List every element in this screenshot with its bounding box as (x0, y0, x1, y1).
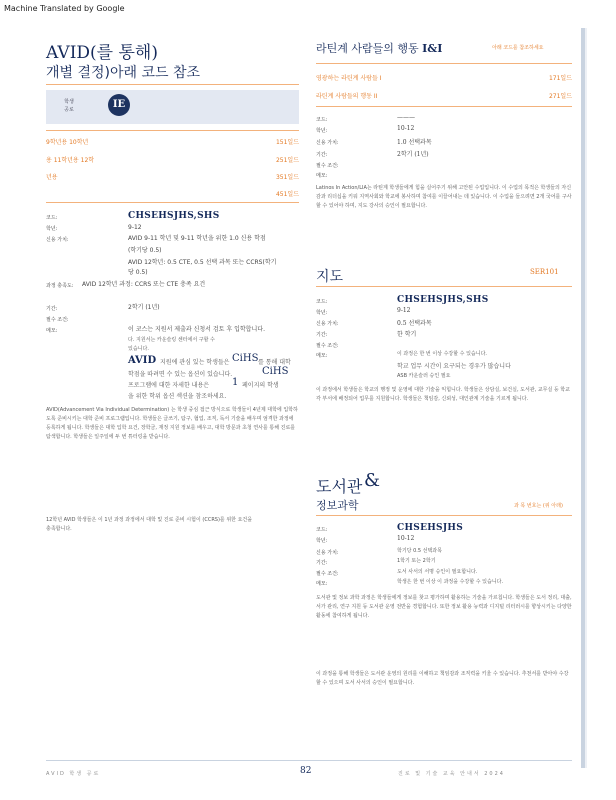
detail-fulfill: AVID 12학년 과정: CCRS 또는 CTE 충족 요건 (82, 281, 206, 288)
guidance-code: SER101 (530, 268, 559, 276)
guidance-key-memo: 메모: (316, 353, 328, 359)
guidance-key-prereq: 필수 조건: (316, 343, 339, 349)
memo-line-2: 있습니다. (128, 346, 149, 352)
library-grade: 10-12 (397, 535, 415, 542)
detail-credit-4: 당 0.5) (128, 269, 148, 276)
level-page-1: 151일드 (275, 139, 299, 146)
level-page-4: 451일드 (275, 191, 299, 198)
footer-right: 진로 및 기술 교육 안내서 2024 (398, 771, 505, 777)
footer-left: AVID 학생 공로 (46, 771, 101, 777)
level-page-3: 351일드 (275, 174, 299, 181)
lia-title-ko: 라틴계 사람들의 행동 (316, 42, 419, 55)
lia-key-prereq: 필수 조건: (316, 163, 339, 169)
library-key-code: 코드: (316, 527, 328, 533)
detail-key-grade: 학년: (46, 226, 58, 232)
cihs-inline-suffix: 를 통해 대학 (258, 359, 291, 366)
library-title-2: 정보과학 (316, 499, 359, 512)
guidance-memo: 이 과정은 한 번 이상 수강할 수 있습니다. (397, 351, 487, 357)
guidance-top-rule (316, 286, 572, 287)
detail-credit-1: AVID 9-11 학년 및 9-11 학년을 위한 1.0 신용 학점 (128, 235, 266, 242)
library-duration: 1학기 또는 2학기 (397, 558, 436, 564)
level-label-2: 용 11학년용 12학 (46, 157, 95, 164)
guidance-key-credit: 신용 가치: (316, 321, 339, 327)
lia-row-label-1: 영광하는 라틴계 사람들 I (316, 75, 382, 82)
guidance-key-code: 코드: (316, 299, 328, 305)
level-page-2: 251일드 (275, 157, 299, 164)
lia-key-duration: 기간: (316, 152, 328, 158)
band-label: 학생 공로 (64, 99, 74, 113)
detail-key-credit: 신용 가치: (46, 237, 69, 243)
guidance-key-duration: 기간: (316, 332, 328, 338)
lia-title (316, 40, 442, 56)
lia-code: ——— (397, 114, 415, 121)
guidance-description: 이 과정에서 학생들은 학교의 행정 및 운영에 대한 기술을 익힙니다. 학생들은 상담실, 보건실, 도서관, 교무실 등 학교 각 부서에 배정되어 업무를 지원합니다. 학생들은 책임감, 신뢰성, 대인관계 기술을 기르게 됩니다. (316, 387, 570, 402)
detail-credit-2: (학기당 0.5) (128, 247, 162, 254)
lia-title-en: I&I (422, 42, 443, 55)
lia-description: Latinos In Action/LIA는 라틴계 학생들에게 힘을 실어주기 위해 고안된 수업입니다. 이 수업의 목적은 학생들의 자신감과 리더십을 키워 지역사회와 학교에 봉사하며 참여를 이끌어내는 데 있습니다. 이 수업을 들으려면 2개 국어를 구사할 수 있어야 하며, 지도 강사의 승인이 필요합니다. (316, 185, 572, 209)
guidance-note-extra: 학교 업무 시간이 요구되는 경우가 많습니다 (397, 363, 511, 370)
avid-inline-big: AVID (128, 355, 157, 366)
detail-key-duration: 기간: (46, 306, 58, 312)
levels-bottom-rule (46, 202, 299, 203)
library-key-memo: 메모: (316, 581, 328, 587)
detail-duration: 2학기 (1년) (128, 304, 160, 311)
lia-row-label-2: 라틴계 사람들의 행동 II (316, 93, 378, 100)
memo-line-6: 을 위한 학위 옵션 섹션을 참조하세요. (128, 393, 227, 400)
guidance-course-code: CHSEHSJHS,SHS (397, 295, 489, 305)
lia-duration: 2학기 (1년) (397, 151, 429, 158)
library-title-1: 도서관 (316, 477, 363, 496)
page-edge-rule-light (585, 28, 587, 768)
page-one-big: 1 (232, 377, 239, 388)
level-label-3: 년용 (46, 174, 58, 181)
library-top-rule (316, 515, 572, 516)
lia-key-memo: 메모: (316, 173, 328, 179)
memo-line-4: 프로그램에 대한 자세한 내용은 (128, 382, 210, 389)
lia-key-grade: 학년: (316, 128, 328, 134)
guidance-duration: 한 학기 (397, 331, 417, 338)
detail-key-memo: 메모: (46, 328, 58, 334)
guidance-credit: 0.5 선택과목 (397, 320, 432, 327)
detail-credit-3: AVID 12학년: 0.5 CTE, 0.5 선택 과목 또는 CCRS(학기 (128, 259, 277, 266)
detail-key-fulfill: 과정 충족도: (46, 283, 74, 289)
library-note: 과 목 번호는 (위 아래) (514, 503, 563, 509)
course-code: CHSEHSJHS,SHS (128, 211, 220, 221)
avid-title: AVID(를 통해) (46, 43, 158, 63)
title-divider (46, 84, 299, 85)
cihs-inline-big-2: CiHS (262, 366, 289, 377)
detail-memo: 이 코스는 지원서 제출과 신청서 검토 후 입학합니다. (128, 326, 265, 333)
guidance-note-extra-2: ASB 카운슬러 승인 필요 (397, 373, 451, 379)
seal-icon: IE (108, 94, 130, 116)
library-prereq: 도서 사서의 서명 승인이 필요합니다. (397, 569, 478, 575)
detail-key-prereq: 필수 조건: (46, 317, 69, 323)
memo-line-5: 페이지의 학생 (242, 382, 279, 389)
library-key-duration: 기간: (316, 560, 328, 566)
library-memo: 학생은 한 번 이상 이 과정을 수강할 수 있습니다. (397, 579, 504, 585)
library-title-amp: & (364, 470, 381, 491)
machine-translated-banner: Machine Translated by Google (4, 4, 125, 13)
guidance-grade: 9-12 (397, 307, 411, 314)
memo-line-3: 학점을 따려면 수 있는 옵션이 있습니다. (128, 371, 233, 378)
lia-key-credit: 신용 가치: (316, 140, 339, 146)
levels-top-rule (46, 130, 299, 131)
level-label-1: 9학년용 10학년 (46, 139, 89, 146)
footer-rule (46, 760, 572, 761)
student-merit-band (46, 90, 299, 124)
lia-bottom-rule (316, 106, 572, 107)
library-credit: 학기당 0.5 선택과목 (397, 548, 442, 554)
lia-key-code: 코드: (316, 117, 328, 123)
cihs-inline-big: CiHS (232, 353, 259, 364)
lia-code-note: 아래 코드를 참조하세요 (492, 45, 544, 51)
lia-row-page-2: 271일드 (548, 93, 572, 100)
detail-grade: 9-12 (128, 224, 142, 231)
library-key-grade: 학년: (316, 538, 328, 544)
guidance-title: 지도 (316, 269, 344, 285)
library-description: 도서관 및 정보 과학 과정은 학생들에게 정보를 찾고 평가하며 활용하는 기술을 가르칩니다. 학생들은 도서 정리, 대출, 서가 관리, 연구 지원 등 도서관 운영 전반을 경험합니다. 또한 정보 활용 능력과 디지털 리터러시를 향상시키는 다양한 활동에 참여하게 됩니다. (316, 595, 572, 619)
guidance-key-grade: 학년: (316, 310, 328, 316)
lia-top-rule (316, 63, 572, 64)
avid-description: AVID(Advancement Via Individual Determination) 는 학생 중심 접근 방식으로 학생들이 4년제 대학에 입학하도록 준비시키는 대학 준비 프로그램입니다. 학생들은 글쓰기, 탐구, 협업, 조직, 독서 기술을 배우며 엄격한 과정에 등록하게 됩니다. 학생들은 대학 입학 요건, 장학금, 재정 지원 정보를 배우고, 대학 방문과 초청 연사를 통해 진로를 탐색합니다. 학생들은 일주일에 두 번 튜터링을 받습니다. (46, 407, 298, 440)
lia-row-page-1: 171일드 (548, 75, 572, 82)
page-number: 82 (300, 766, 312, 776)
library-course-code: CHSEHSJHS (397, 523, 463, 533)
detail-key-code: 코드: (46, 215, 58, 221)
avid-footnote: 12학년 AVID 학생들은 이 1년 과정 과정에서 대학 및 진로 준비 시험이 (CCRS)를 위한 요건을 충족합니다. (46, 517, 253, 532)
library-key-credit: 신용 가치: (316, 550, 339, 556)
lia-credit: 1.0 선택과목 (397, 139, 432, 146)
lia-grade: 10-12 (397, 125, 415, 132)
library-key-prereq: 필수 조건: (316, 571, 339, 577)
memo-line-1: 다. 지원서는 카운슬링 센터에서 구할 수 (128, 337, 215, 343)
avid-subtitle: 개별 결정)아래 코드 참조 (46, 65, 201, 81)
avid-inline-mid: 지원에 관심 있는 학생들은 (160, 359, 230, 366)
library-description-2: 이 과정을 통해 학생들은 도서관 운영의 원리를 이해하고 책임감과 조직력을 키울 수 있습니다. 추천서를 받아야 수강할 수 있으며 도서 사서의 승인이 필요합니다. (316, 671, 569, 686)
